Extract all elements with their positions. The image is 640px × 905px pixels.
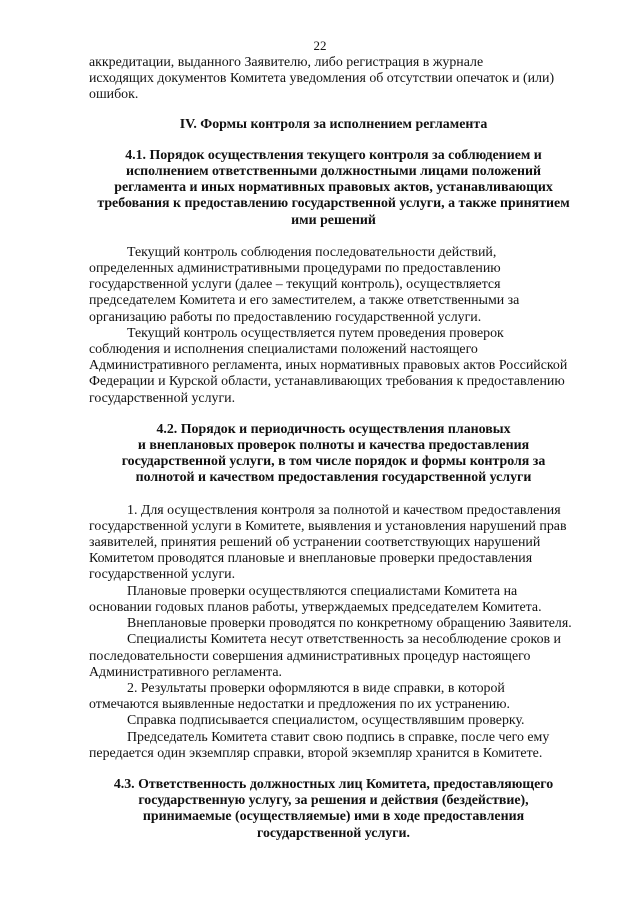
paragraph-specialists-responsibility: Специалисты Комитета несут ответственность за несоблюдение сроков и последовательности совершения административных процедур настоящего Административного регламента.	[89, 632, 561, 680]
paragraph-current-control-method: Текущий контроль осуществляется путем проведения проверок соблюдения и исполнения специалистами положений настоящего Административного регламента, иных нормативных правовых актов Российской Федерации и Курской области, устанавливающих требования к предоставлению государственной услуги.	[89, 325, 568, 406]
paragraph-item-2: 2. Результаты проверки оформляются в виде справки, в которой отмечаются выявленные недостатки и предложения по их устранению.	[89, 680, 511, 713]
subsection-heading-4-3: 4.3. Ответственность должностных лиц Комитета, предоставляющего государственную услугу, за решения и действия (бездействие), принимаемые (осуществляемые) ими в ходе предоставления государственной услуги.	[113, 776, 554, 841]
paragraph-item-1: 1. Для осуществления контроля за полнотой и качеством предоставления государственной услуги в Комитете, выявления и установления нарушений прав заявителей, принятия решений об устранении соответствующих нарушений Комитетом проводятся плановые и внеплановые проверки предоставления государственной услуги.	[89, 502, 567, 583]
paragraph-chairman-signature: Председатель Комитета ставит свою подпись в справке, после чего ему передается один экземпляр справки, второй экземпляр хранится в Комитете.	[89, 729, 550, 761]
paragraph-unplanned-checks: Внеплановые проверки проводятся по конкретному обращению Заявителя.	[127, 616, 572, 632]
subsection-heading-4-2: 4.2. Порядок и периодичность осуществления плановых и внеплановых проверок полноты и качества предоставления государственной услуги, в том числе порядок и формы контроля за полнотой и качеством предоставления государственной услуги	[121, 421, 546, 486]
page-number: 22	[313, 38, 327, 53]
subsection-heading-4-1: 4.1. Порядок осуществления текущего контроля за соблюдением и исполнением ответственными должностными лицами положений регламента и иных нормативных правовых актов, устанавливающих требования к предоставлению государственной услуги, а также принятием ими решений	[97, 147, 570, 228]
paragraph-report-signed: Справка подписывается специалистом, осуществлявшим проверку.	[127, 713, 525, 729]
paragraph-planned-checks: Плановые проверки осуществляются специалистами Комитета на основании годовых планов работы, утверждаемых председателем Комитета.	[89, 583, 542, 615]
page-content	[89, 55, 578, 842]
section-heading-iv: IV. Формы контроля за исполнением регламента	[179, 116, 488, 132]
paragraph-continuation: аккредитации, выданного Заявителю, либо регистрация в журнале исходящих документов Комитета уведомления об отсутствии опечаток и (или) ошибок.	[89, 55, 555, 103]
paragraph-current-control: Текущий контроль соблюдения последовательности действий, определенных административными процедурами по предоставлению государственной услуги (далее – текущий контроль), осуществляется председателем Комитета и его заместителем, а также ответственными за организацию работы по предоставлению государственной услуги.	[89, 244, 520, 325]
